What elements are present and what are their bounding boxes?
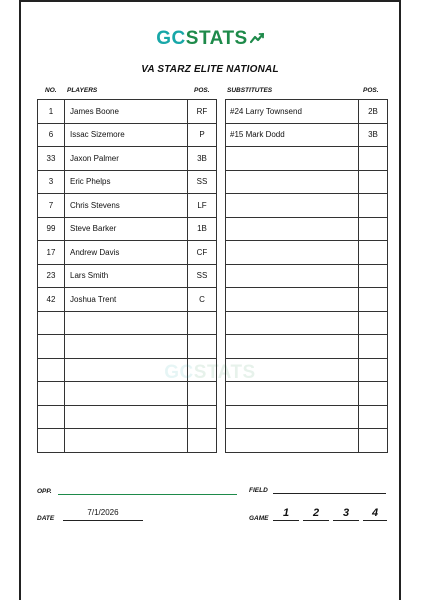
player-row [38,194,217,218]
substitute-name-cell[interactable] [226,335,359,359]
players-table [37,99,217,453]
opp-label: OPP. [37,488,52,495]
substitute-name-cell[interactable] [226,311,359,335]
player-name-cell[interactable] [65,335,188,359]
player-number-cell[interactable]: 23 [38,264,65,288]
substitute-name-cell[interactable]: #15 Mark Dodd [226,123,359,147]
substitute-position-cell[interactable]: 2B [359,100,388,124]
substitute-position-cell[interactable] [359,170,388,194]
substitute-row [226,100,388,124]
substitute-name-cell[interactable] [226,429,359,453]
player-position-cell[interactable] [188,335,217,359]
date-value: 7/1/2026 [87,508,119,517]
player-position-cell[interactable] [188,429,217,453]
player-row [38,264,217,288]
substitutes-table [225,99,388,453]
substitute-row [226,382,388,406]
player-position-cell[interactable]: 3B [188,147,217,171]
substitute-name-cell[interactable] [226,405,359,429]
player-name-cell[interactable] [65,382,188,406]
field-label: FIELD [249,487,268,494]
player-number-cell[interactable] [38,335,65,359]
player-number-cell[interactable]: 42 [38,288,65,312]
substitute-position-cell[interactable] [359,217,388,241]
substitute-name-cell[interactable] [226,147,359,171]
team-name: VA STARZ ELITE NATIONAL [141,64,279,75]
player-position-cell[interactable]: RF [188,100,217,124]
substitute-row [226,405,388,429]
trend-swoosh-icon [250,28,264,50]
substitute-row [226,123,388,147]
gcstats-logo [21,28,399,50]
player-position-cell[interactable]: SS [188,170,217,194]
player-number-cell[interactable] [38,429,65,453]
header-players: PLAYERS [67,87,98,94]
player-row [38,405,217,429]
player-name-cell[interactable]: Joshua Trent [65,288,188,312]
player-row [38,147,217,171]
player-row [38,241,217,265]
substitute-name-cell[interactable]: #24 Larry Townsend [226,100,359,124]
game-4-underline [363,520,387,521]
player-number-cell[interactable]: 6 [38,123,65,147]
substitute-name-cell[interactable] [226,288,359,312]
substitute-row [226,241,388,265]
player-row [38,311,217,335]
player-number-cell[interactable] [38,311,65,335]
game-number-3[interactable]: 3 [342,507,350,519]
player-name-cell[interactable]: Lars Smith [65,264,188,288]
player-name-cell[interactable] [65,311,188,335]
substitute-row [226,264,388,288]
substitute-position-cell[interactable] [359,147,388,171]
header-substitutes: SUBSTITUTES [227,87,273,94]
substitute-row [226,311,388,335]
player-number-cell[interactable]: 17 [38,241,65,265]
player-row [38,123,217,147]
watermark-stats-text: STATS [193,362,256,383]
date-label: DATE [37,515,55,522]
player-name-cell[interactable]: James Boone [65,100,188,124]
player-position-cell[interactable] [188,311,217,335]
logo-stats-text: STATS [185,28,248,50]
player-name-cell[interactable] [65,405,188,429]
substitute-row [226,335,388,359]
player-number-cell[interactable]: 33 [38,147,65,171]
substitute-position-cell[interactable] [359,288,388,312]
player-position-cell[interactable]: 1B [188,217,217,241]
substitute-row [226,147,388,171]
game-2-underline [303,520,329,521]
player-name-cell[interactable]: Chris Stevens [65,194,188,218]
substitute-name-cell[interactable] [226,194,359,218]
player-position-cell[interactable] [188,382,217,406]
game-label: GAME [249,515,269,522]
player-row [38,335,217,359]
player-number-cell[interactable]: 1 [38,100,65,124]
logo-gc-text: GC [156,28,186,50]
player-number-cell[interactable] [38,382,65,406]
substitute-name-cell[interactable] [226,170,359,194]
player-position-cell[interactable]: CF [188,241,217,265]
player-row [38,217,217,241]
header-pos: POS. [194,87,210,94]
substitute-row [226,217,388,241]
lineup-card [19,0,401,600]
player-row [38,429,217,453]
game-1-underline [273,520,299,521]
game-number-4[interactable]: 4 [371,507,379,519]
substitute-row [226,288,388,312]
player-number-cell[interactable]: 3 [38,170,65,194]
field-input[interactable] [273,493,386,494]
substitute-row [226,170,388,194]
substitute-position-cell[interactable]: 3B [359,123,388,147]
substitute-position-cell[interactable] [359,382,388,406]
substitute-position-cell[interactable] [359,241,388,265]
substitute-row [226,194,388,218]
game-3-underline [333,520,359,521]
player-number-cell[interactable]: 7 [38,194,65,218]
player-row [38,170,217,194]
player-name-cell[interactable]: Eric Phelps [65,170,188,194]
substitute-position-cell[interactable] [359,335,388,359]
header-no: NO. [45,87,57,94]
date-field[interactable] [63,520,143,521]
player-name-cell[interactable]: Issac Sizemore [65,123,188,147]
substitute-name-cell[interactable] [226,382,359,406]
substitute-position-cell[interactable] [359,429,388,453]
player-number-cell[interactable] [38,405,65,429]
player-name-cell[interactable]: Steve Barker [65,217,188,241]
substitute-position-cell[interactable] [359,194,388,218]
substitute-position-cell[interactable] [359,405,388,429]
substitute-name-cell[interactable] [226,217,359,241]
player-name-cell[interactable]: Jaxon Palmer [65,147,188,171]
substitute-position-cell[interactable] [359,311,388,335]
substitute-row [226,429,388,453]
player-name-cell[interactable]: Andrew Davis [65,241,188,265]
header-sub-pos: POS. [363,87,379,94]
substitute-name-cell[interactable] [226,241,359,265]
player-position-cell[interactable] [188,405,217,429]
substitute-position-cell[interactable] [359,264,388,288]
player-position-cell[interactable]: LF [188,194,217,218]
watermark-gc-text: GC [164,362,194,383]
substitute-name-cell[interactable] [226,264,359,288]
player-name-cell[interactable] [65,429,188,453]
player-position-cell[interactable]: SS [188,264,217,288]
opp-field[interactable] [58,494,237,495]
player-row [38,100,217,124]
gcstats-watermark [21,362,399,384]
player-position-cell[interactable]: C [188,288,217,312]
game-number-1[interactable]: 1 [282,507,290,519]
player-row [38,288,217,312]
player-position-cell[interactable]: P [188,123,217,147]
player-number-cell[interactable]: 99 [38,217,65,241]
player-row [38,382,217,406]
game-number-2[interactable]: 2 [312,507,320,519]
